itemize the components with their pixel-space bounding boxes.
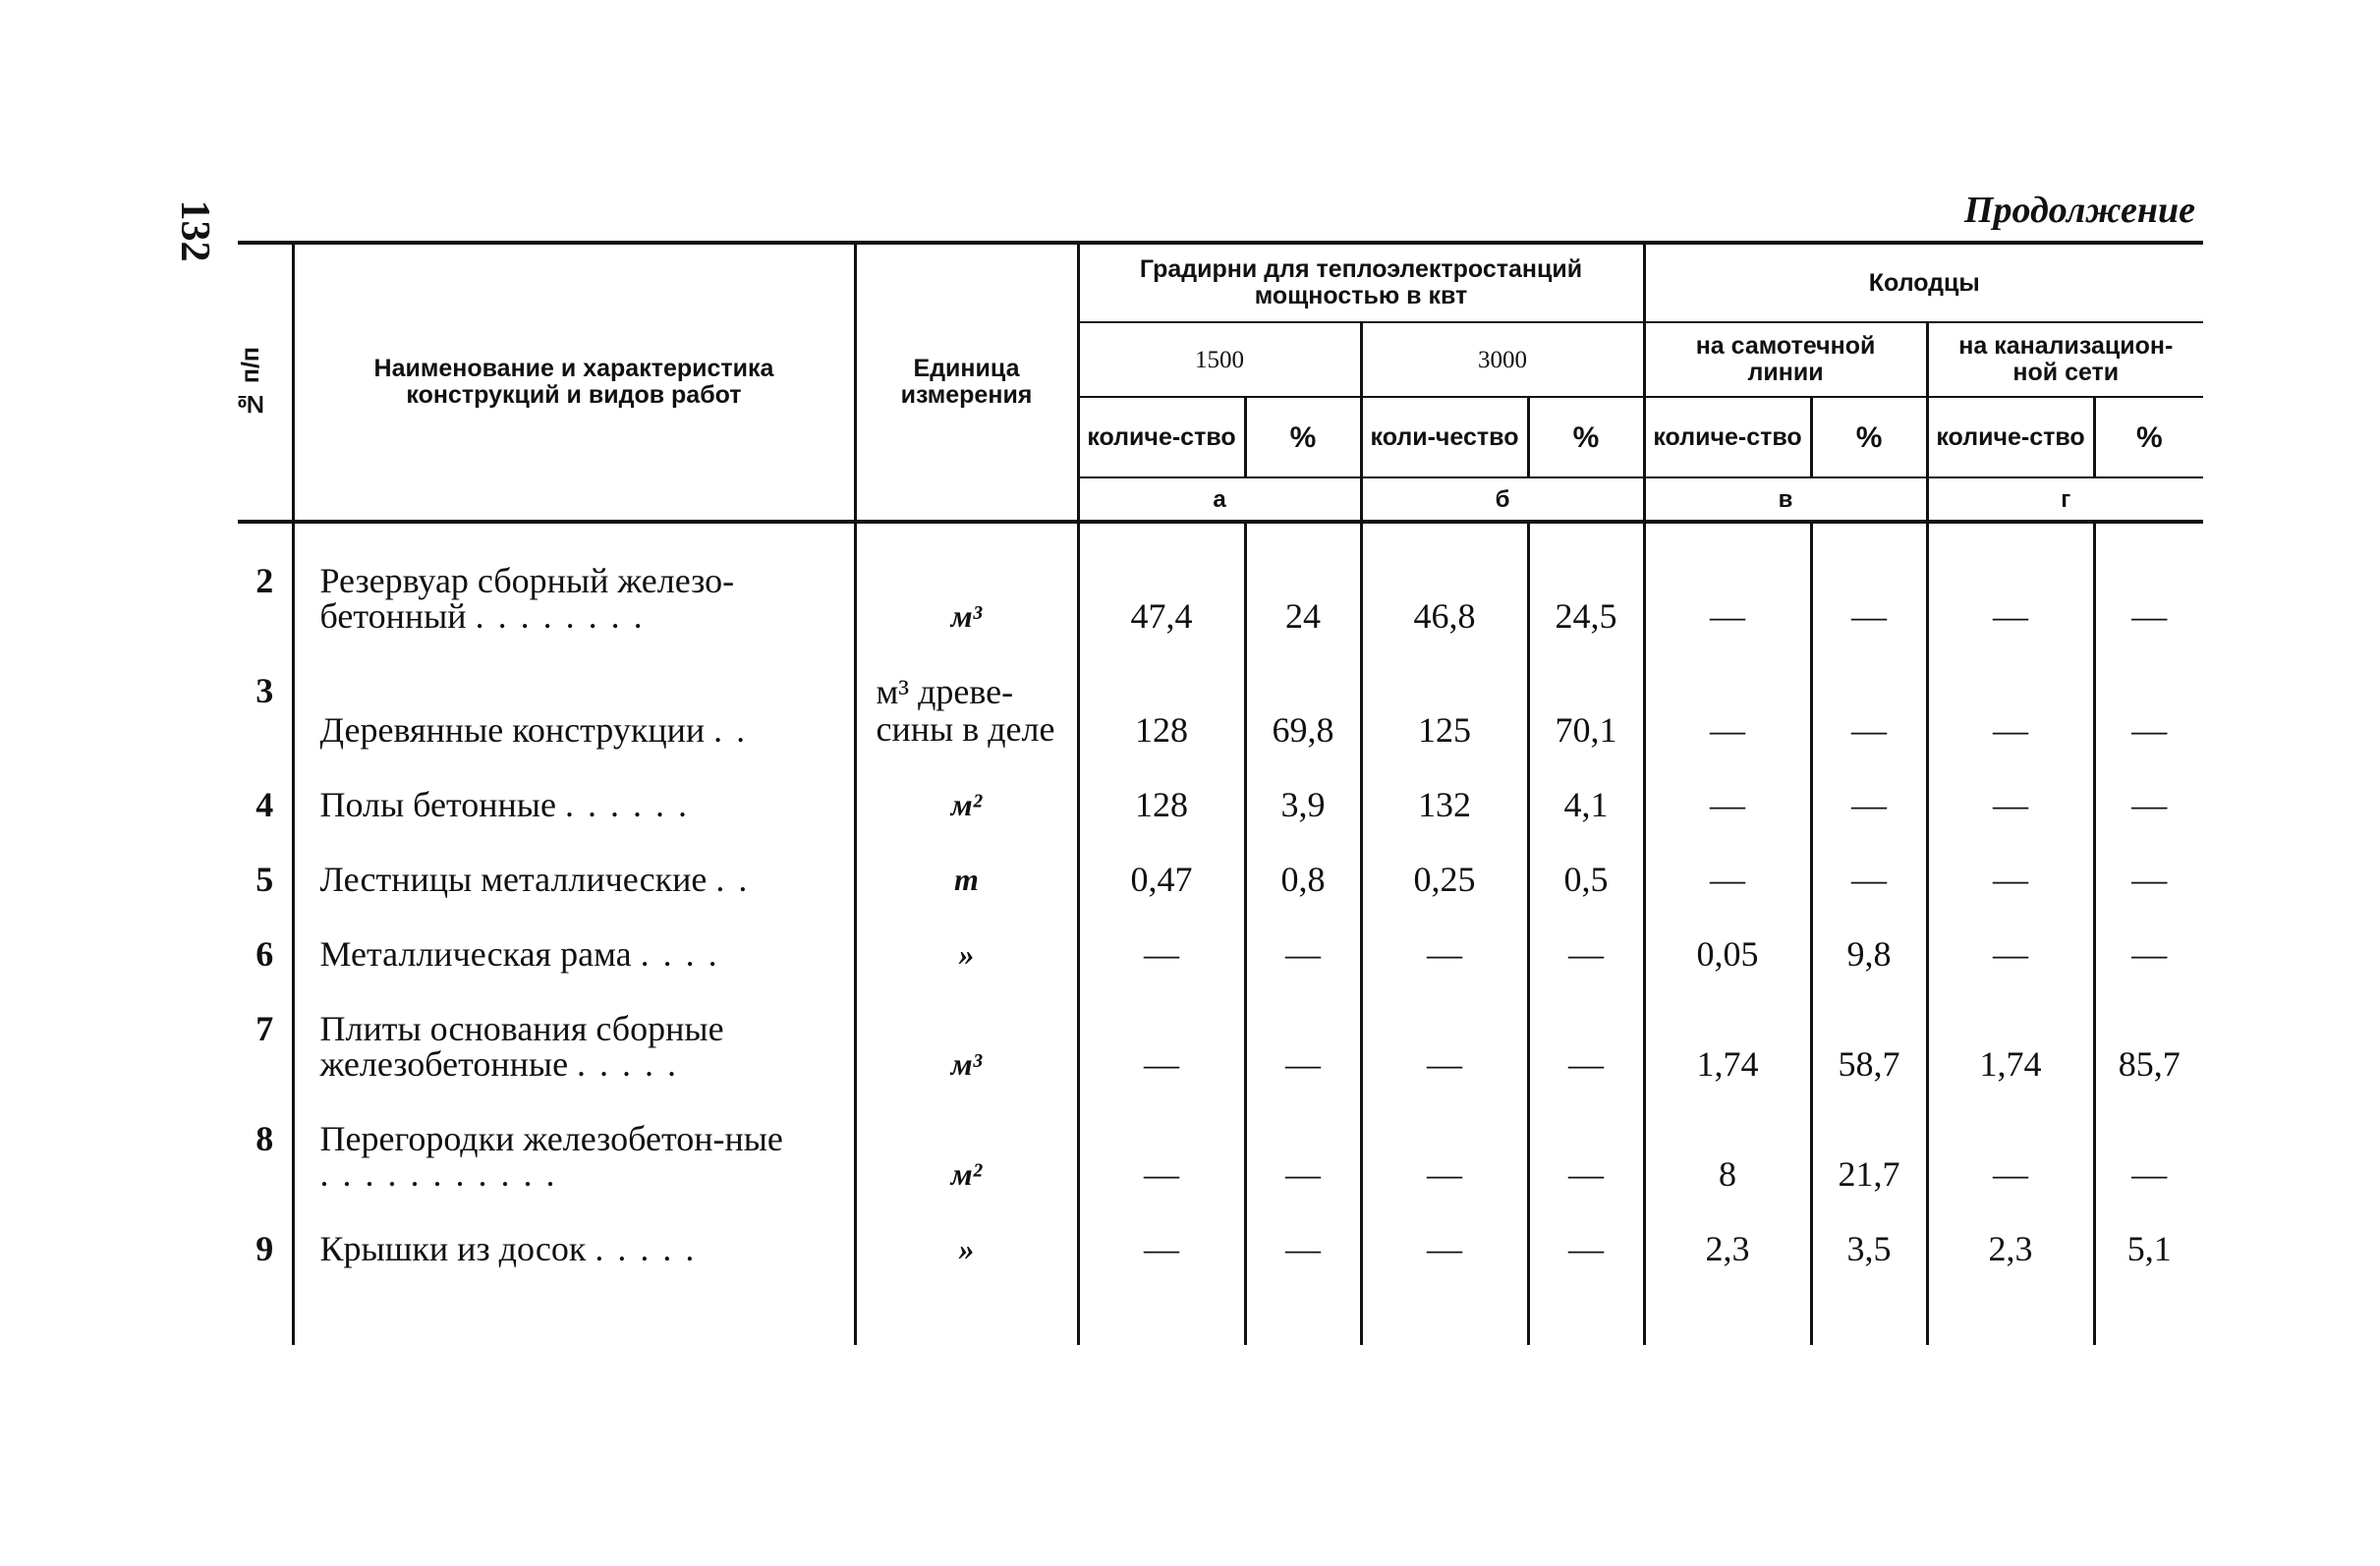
unit: м³ bbox=[855, 1011, 1078, 1082]
qty-a: — bbox=[1078, 1011, 1245, 1082]
item-name-text: Деревянные конструкции bbox=[319, 710, 706, 750]
pct-b: 4,1 bbox=[1528, 787, 1644, 822]
item-name bbox=[293, 787, 855, 822]
pct-c: 3,5 bbox=[1811, 1231, 1927, 1266]
spacer-row bbox=[238, 972, 2203, 1011]
qty-b: 125 bbox=[1361, 673, 1528, 748]
letter-d: г bbox=[1927, 477, 2203, 522]
pct-a: — bbox=[1245, 1231, 1361, 1266]
pct-a: 0,8 bbox=[1245, 862, 1361, 897]
unit: м³ древе-сины в деле bbox=[855, 673, 1078, 748]
qty-a: 128 bbox=[1078, 787, 1245, 822]
pct-d: — bbox=[2094, 673, 2203, 748]
qty-header-c: количе-ство bbox=[1644, 397, 1811, 477]
item-name bbox=[293, 936, 855, 972]
qty-b: 132 bbox=[1361, 787, 1528, 822]
group-cooling-towers: Градирни для теплоэлектростанций мощностью в квт bbox=[1078, 243, 1644, 322]
qty-c: — bbox=[1644, 787, 1811, 822]
table-row bbox=[238, 787, 2203, 822]
header-row-1 bbox=[238, 243, 2203, 322]
qty-c: — bbox=[1644, 563, 1811, 634]
leader-dots: ..... bbox=[595, 1229, 708, 1268]
item-name bbox=[293, 1121, 855, 1192]
qty-d: — bbox=[1927, 563, 2094, 634]
pct-b: — bbox=[1528, 1011, 1644, 1082]
pct-c: 21,7 bbox=[1811, 1121, 1927, 1192]
continuation-label: Продолжение bbox=[1963, 190, 2195, 231]
unit: м² bbox=[855, 787, 1078, 822]
pct-d: — bbox=[2094, 936, 2203, 972]
leader-dots: .... bbox=[640, 934, 731, 974]
table-row bbox=[238, 936, 2203, 972]
qty-a: 128 bbox=[1078, 673, 1245, 748]
qty-d: — bbox=[1927, 936, 2094, 972]
qty-header-b: коли-чество bbox=[1361, 397, 1528, 477]
sub-3000: 3000 bbox=[1361, 322, 1644, 397]
leader-dots: ..... bbox=[577, 1044, 691, 1084]
table-row bbox=[238, 1231, 2203, 1266]
pct-d: — bbox=[2094, 1121, 2203, 1192]
sub-gravity-line: на самотечной линии bbox=[1644, 322, 1927, 397]
pct-b: — bbox=[1528, 1121, 1644, 1192]
sub-sewer-network: на канализацион-ной сети bbox=[1927, 322, 2203, 397]
row-number: 5 bbox=[255, 860, 274, 899]
unit: » bbox=[855, 936, 1078, 972]
qty-c: — bbox=[1644, 673, 1811, 748]
item-name bbox=[293, 1231, 855, 1266]
table-row bbox=[238, 862, 2203, 897]
qty-b: 46,8 bbox=[1361, 563, 1528, 634]
item-name-text: Плиты основания сборные железобетонные bbox=[319, 1009, 724, 1084]
row-number: 4 bbox=[255, 785, 274, 824]
pct-b: 0,5 bbox=[1528, 862, 1644, 897]
spacer-row bbox=[238, 522, 2203, 563]
pct-header-c: % bbox=[1811, 397, 1927, 477]
table-body bbox=[238, 522, 2203, 1345]
no-column-header: № п/п bbox=[237, 346, 264, 419]
leader-dots: ...... bbox=[564, 785, 701, 824]
unit: » bbox=[855, 1231, 1078, 1266]
pct-header-a: % bbox=[1245, 397, 1361, 477]
unit: м³ bbox=[855, 563, 1078, 634]
qty-a: — bbox=[1078, 936, 1245, 972]
pct-c: 9,8 bbox=[1811, 936, 1927, 972]
pct-b: — bbox=[1528, 1231, 1644, 1266]
row-number: 8 bbox=[255, 1119, 274, 1158]
pct-c: — bbox=[1811, 563, 1927, 634]
item-name-text: Крышки из досок bbox=[319, 1229, 587, 1268]
item-name bbox=[293, 1011, 855, 1082]
table-row bbox=[238, 563, 2203, 634]
group-wells: Колодцы bbox=[1644, 243, 2203, 322]
page-number: 132 bbox=[172, 199, 217, 262]
qty-d: 2,3 bbox=[1927, 1231, 2094, 1266]
qty-d: — bbox=[1927, 1121, 2094, 1192]
item-name-text: Полы бетонные bbox=[319, 785, 556, 824]
letter-c: в bbox=[1644, 477, 1927, 522]
pct-c: — bbox=[1811, 787, 1927, 822]
pct-d: 5,1 bbox=[2094, 1231, 2203, 1266]
pct-a: 3,9 bbox=[1245, 787, 1361, 822]
qty-b: 0,25 bbox=[1361, 862, 1528, 897]
qty-c: 0,05 bbox=[1644, 936, 1811, 972]
unit-column-header: Единица измерения bbox=[855, 243, 1078, 522]
qty-d: 1,74 bbox=[1927, 1011, 2094, 1082]
pct-a: — bbox=[1245, 1011, 1361, 1082]
pct-a: 24 bbox=[1245, 563, 1361, 634]
spacer-row bbox=[238, 1266, 2203, 1345]
qty-a: — bbox=[1078, 1231, 1245, 1266]
leader-dots: ........ bbox=[475, 596, 656, 636]
qty-d: — bbox=[1927, 787, 2094, 822]
letter-a: а bbox=[1078, 477, 1361, 522]
leader-dots: .. bbox=[715, 860, 762, 899]
pct-a: — bbox=[1245, 936, 1361, 972]
qty-b: — bbox=[1361, 936, 1528, 972]
pct-b: 24,5 bbox=[1528, 563, 1644, 634]
row-number: 3 bbox=[255, 671, 274, 710]
qty-b: — bbox=[1361, 1121, 1528, 1192]
letter-b: б bbox=[1361, 477, 1644, 522]
pct-b: — bbox=[1528, 936, 1644, 972]
qty-c: 1,74 bbox=[1644, 1011, 1811, 1082]
table-row bbox=[238, 1121, 2203, 1192]
qty-a: — bbox=[1078, 1121, 1245, 1192]
spacer-row bbox=[238, 897, 2203, 936]
name-column-header: Наименование и характеристика конструкций и видов работ bbox=[293, 243, 855, 522]
pct-b: 70,1 bbox=[1528, 673, 1644, 748]
pct-header-d: % bbox=[2094, 397, 2203, 477]
table-row bbox=[238, 1011, 2203, 1082]
qty-d: — bbox=[1927, 862, 2094, 897]
qty-a: 0,47 bbox=[1078, 862, 1245, 897]
item-name-text: Резервуар сборный железо-бетонный bbox=[319, 561, 735, 636]
row-number: 7 bbox=[255, 1009, 274, 1048]
qty-a: 47,4 bbox=[1078, 563, 1245, 634]
leader-dots: .. bbox=[713, 710, 760, 750]
spacer-row bbox=[238, 634, 2203, 673]
data-table bbox=[238, 241, 2203, 1345]
qty-header-d: количе-ство bbox=[1927, 397, 2094, 477]
qty-b: — bbox=[1361, 1011, 1528, 1082]
unit: м² bbox=[855, 1121, 1078, 1192]
pct-d: — bbox=[2094, 862, 2203, 897]
qty-d: — bbox=[1927, 673, 2094, 748]
qty-c: 2,3 bbox=[1644, 1231, 1811, 1266]
pct-c: — bbox=[1811, 862, 1927, 897]
spacer-row bbox=[238, 1082, 2203, 1121]
pct-d: — bbox=[2094, 787, 2203, 822]
pct-d: — bbox=[2094, 563, 2203, 634]
qty-header-a: количе-ство bbox=[1078, 397, 1245, 477]
row-number: 9 bbox=[255, 1229, 274, 1268]
pct-c: 58,7 bbox=[1811, 1011, 1927, 1082]
table-row bbox=[238, 673, 2203, 748]
sub-1500: 1500 bbox=[1078, 322, 1361, 397]
qty-c: — bbox=[1644, 862, 1811, 897]
row-number: 2 bbox=[255, 561, 274, 600]
item-name-text: Металлическая рама bbox=[319, 934, 632, 974]
qty-c: 8 bbox=[1644, 1121, 1811, 1192]
item-name-text: Лестницы металлические bbox=[319, 860, 708, 899]
spacer-row bbox=[238, 748, 2203, 787]
pct-a: — bbox=[1245, 1121, 1361, 1192]
spacer-row bbox=[238, 822, 2203, 862]
item-name bbox=[293, 673, 855, 748]
pct-d: 85,7 bbox=[2094, 1011, 2203, 1082]
item-name-text: Перегородки железобетон-ные bbox=[319, 1119, 783, 1158]
spacer-row bbox=[238, 1192, 2203, 1231]
pct-a: 69,8 bbox=[1245, 673, 1361, 748]
item-name bbox=[293, 862, 855, 897]
qty-b: — bbox=[1361, 1231, 1528, 1266]
leader-dots: ........... bbox=[319, 1154, 569, 1194]
item-name bbox=[293, 563, 855, 634]
row-number: 6 bbox=[255, 934, 274, 974]
unit: т bbox=[855, 862, 1078, 897]
pct-header-b: % bbox=[1528, 397, 1644, 477]
pct-c: — bbox=[1811, 673, 1927, 748]
